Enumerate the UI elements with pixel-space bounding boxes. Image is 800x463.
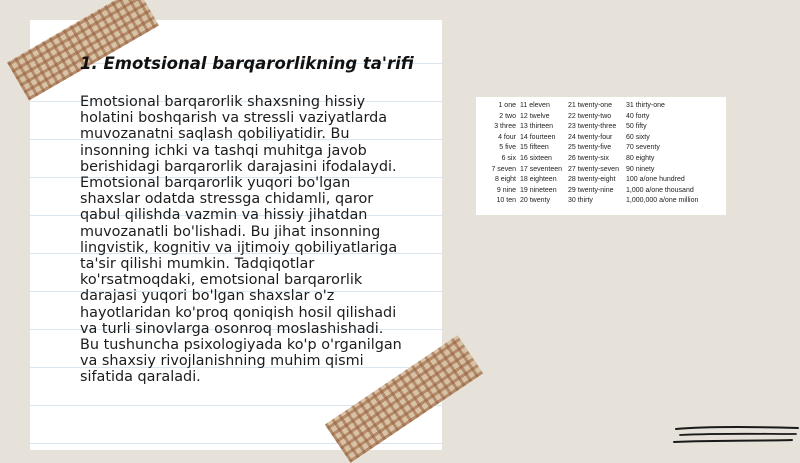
body-line: sifatida qaraladi. bbox=[80, 369, 201, 386]
number-entry: 17 seventeen bbox=[520, 165, 563, 173]
number-entry: 90 ninety bbox=[626, 165, 655, 173]
number-entry: 28 twenty-eight bbox=[568, 176, 616, 184]
body-line: va shaxsiy rivojlanishning muhim qismi bbox=[80, 353, 364, 370]
number-entry: 70 seventy bbox=[626, 144, 660, 152]
number-entry: 40 forty bbox=[626, 112, 650, 120]
number-entry: 23 twenty-three bbox=[568, 123, 617, 131]
number-entry: 11 eleven bbox=[520, 102, 550, 109]
body-line: muvozanatni saqlash qobiliyatidir. Bu bbox=[80, 126, 350, 143]
number-entry: 6 six bbox=[501, 154, 516, 162]
body-line: insonning ichki va tashqi muhitga javob bbox=[80, 142, 367, 159]
number-entry: 26 twenty-six bbox=[568, 154, 609, 162]
slide-body-text bbox=[80, 94, 440, 386]
number-entry: 9 nine bbox=[496, 186, 516, 194]
number-words-table bbox=[476, 97, 726, 215]
number-entry: 1,000 a/one thousand bbox=[626, 186, 694, 194]
body-line: Emotsional barqarorlik yuqori bo'lgan bbox=[80, 175, 351, 192]
number-entry: 21 twenty-one bbox=[568, 102, 612, 109]
body-line: ko'rsatmoqdaki, emotsional barqarorlik bbox=[80, 272, 363, 289]
number-entry: 15 fifteen bbox=[520, 144, 549, 152]
number-entry: 22 twenty-two bbox=[568, 112, 612, 120]
number-entry: 24 twenty-four bbox=[568, 133, 613, 141]
body-line: ta'sir qilishi mumkin. Tadqiqotlar bbox=[80, 256, 315, 273]
number-entry: 8 eight bbox=[494, 176, 516, 184]
body-line: shaxslar odatda stressga chidamli, qaror bbox=[80, 191, 374, 208]
body-line: lingvistik, kognitiv va ijtimoiy qobiliyatlariga bbox=[80, 239, 398, 256]
number-entry: 12 twelve bbox=[520, 112, 550, 120]
body-line: berishidagi barqarorlik darajasini ifodalaydi. bbox=[80, 158, 397, 175]
body-line: va turli sinovlarga osonroq moslashishadi. bbox=[80, 320, 384, 337]
number-entry: 80 eighty bbox=[626, 154, 655, 162]
body-line: darajasi yuqori bo'lgan shaxslar o'z bbox=[80, 288, 335, 305]
number-entry: 13 thirteen bbox=[520, 123, 554, 131]
number-entry: 2 two bbox=[499, 112, 516, 120]
number-column-1 bbox=[486, 101, 516, 207]
number-entry: 100 a/one hundred bbox=[626, 176, 685, 184]
number-entry: 20 twenty bbox=[520, 197, 550, 205]
number-entry: 30 thirty bbox=[568, 197, 593, 205]
body-line: holatini boshqarish va stressli vaziyatlarda bbox=[80, 110, 388, 127]
number-entry: 10 ten bbox=[496, 197, 516, 205]
body-line: Bu tushuncha psixologiyada ko'p o'rganilgan bbox=[80, 337, 402, 354]
slide-heading: 1. Emotsional barqarorlikning ta'rifi bbox=[80, 54, 414, 73]
body-line: qabul qilishda vazmin va hissiy jihatdan bbox=[80, 207, 368, 224]
number-column-4 bbox=[626, 101, 698, 207]
number-entry: 14 fourteen bbox=[520, 133, 556, 141]
number-column-2 bbox=[520, 101, 562, 207]
number-entry: 1,000,000 a/one million bbox=[626, 197, 699, 205]
number-entry: 1 one bbox=[498, 102, 516, 109]
number-entry: 29 twenty-nine bbox=[568, 186, 614, 194]
number-column-3 bbox=[568, 101, 619, 207]
number-entry: 7 seven bbox=[491, 165, 516, 173]
body-line: hayotlaridan ko'proq qoniqish hosil qilishadi bbox=[80, 304, 397, 321]
decorative-pen-strokes bbox=[672, 420, 800, 450]
number-entry: 60 sixty bbox=[626, 133, 650, 141]
number-entry: 18 eighteen bbox=[520, 176, 557, 184]
number-entry: 16 sixteen bbox=[520, 154, 552, 162]
number-entry: 3 three bbox=[494, 123, 516, 131]
body-line: Emotsional barqarorlik shaxsning hissiy bbox=[80, 94, 366, 110]
number-entry: 25 twenty-five bbox=[568, 144, 612, 152]
number-entry: 50 fifty bbox=[626, 123, 647, 131]
number-entry: 19 nineteen bbox=[520, 186, 557, 194]
number-entry: 27 twenty-seven bbox=[568, 165, 619, 173]
number-entry: 31 thirty-one bbox=[626, 102, 665, 109]
body-line: muvozanatli bo'lishadi. Bu jihat insonning bbox=[80, 223, 381, 240]
number-entry: 5 five bbox=[499, 144, 516, 152]
number-entry: 4 four bbox=[498, 133, 516, 141]
